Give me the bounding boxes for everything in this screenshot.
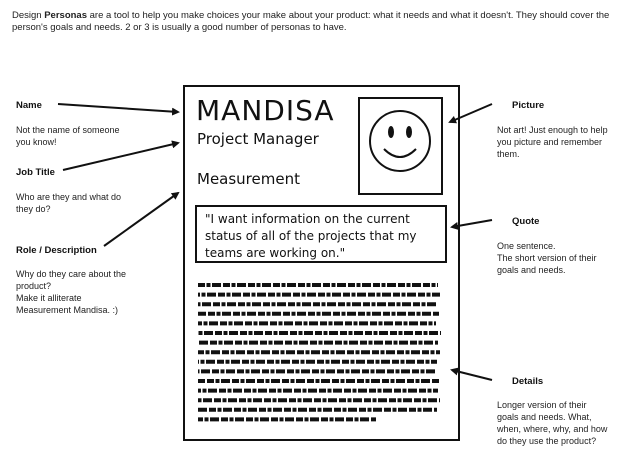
label-job-title-desc: Who are they and what do they do? — [16, 192, 122, 214]
label-quote-desc: One sentence. The short version of their goals and needs. — [497, 241, 597, 275]
details-scribble — [198, 285, 441, 419]
label-details-title: Details — [512, 376, 544, 387]
label-name-desc: Not the name of someone you know! — [16, 125, 120, 147]
intro-suffix: are a tool to help you make choices your make about your product: what it needs and what it doesn't. They should cover the person's goals and needs. 2 or 3 is usually a good number of personas to have. — [12, 10, 610, 33]
label-details-desc: Longer version of their goals and needs. What, when, where, why, and how do they use the product? — [497, 400, 608, 446]
arrow-details — [452, 370, 492, 380]
label-role-title: Role / Description — [16, 245, 97, 256]
persona-quote: "I want information on the current status of all of the projects that my teams are working on." — [195, 205, 447, 263]
label-name-title: Name — [16, 100, 42, 111]
persona-job-title: Project Manager — [197, 130, 319, 148]
intro-prefix: Design — [12, 10, 45, 21]
annotation-arrows — [58, 104, 492, 380]
persona-role: Measurement — [197, 170, 300, 188]
arrow-role — [104, 193, 178, 246]
label-picture-desc: Not art! Just enough to help you picture and remember them. — [497, 125, 608, 159]
arrow-name — [58, 104, 178, 112]
arrow-job-title — [63, 143, 178, 170]
arrow-quote — [452, 220, 492, 227]
label-quote-title: Quote — [512, 216, 540, 227]
label-job-title-title: Job Title — [16, 167, 55, 178]
arrow-picture — [450, 104, 492, 122]
label-role-desc: Why do they care about the product? Make it alliterate Measurement Mandisa. :) — [16, 269, 127, 315]
persona-name: MANDISA — [196, 94, 335, 127]
intro-bold-term: Personas — [44, 10, 87, 21]
label-picture-title: Picture — [512, 100, 545, 111]
